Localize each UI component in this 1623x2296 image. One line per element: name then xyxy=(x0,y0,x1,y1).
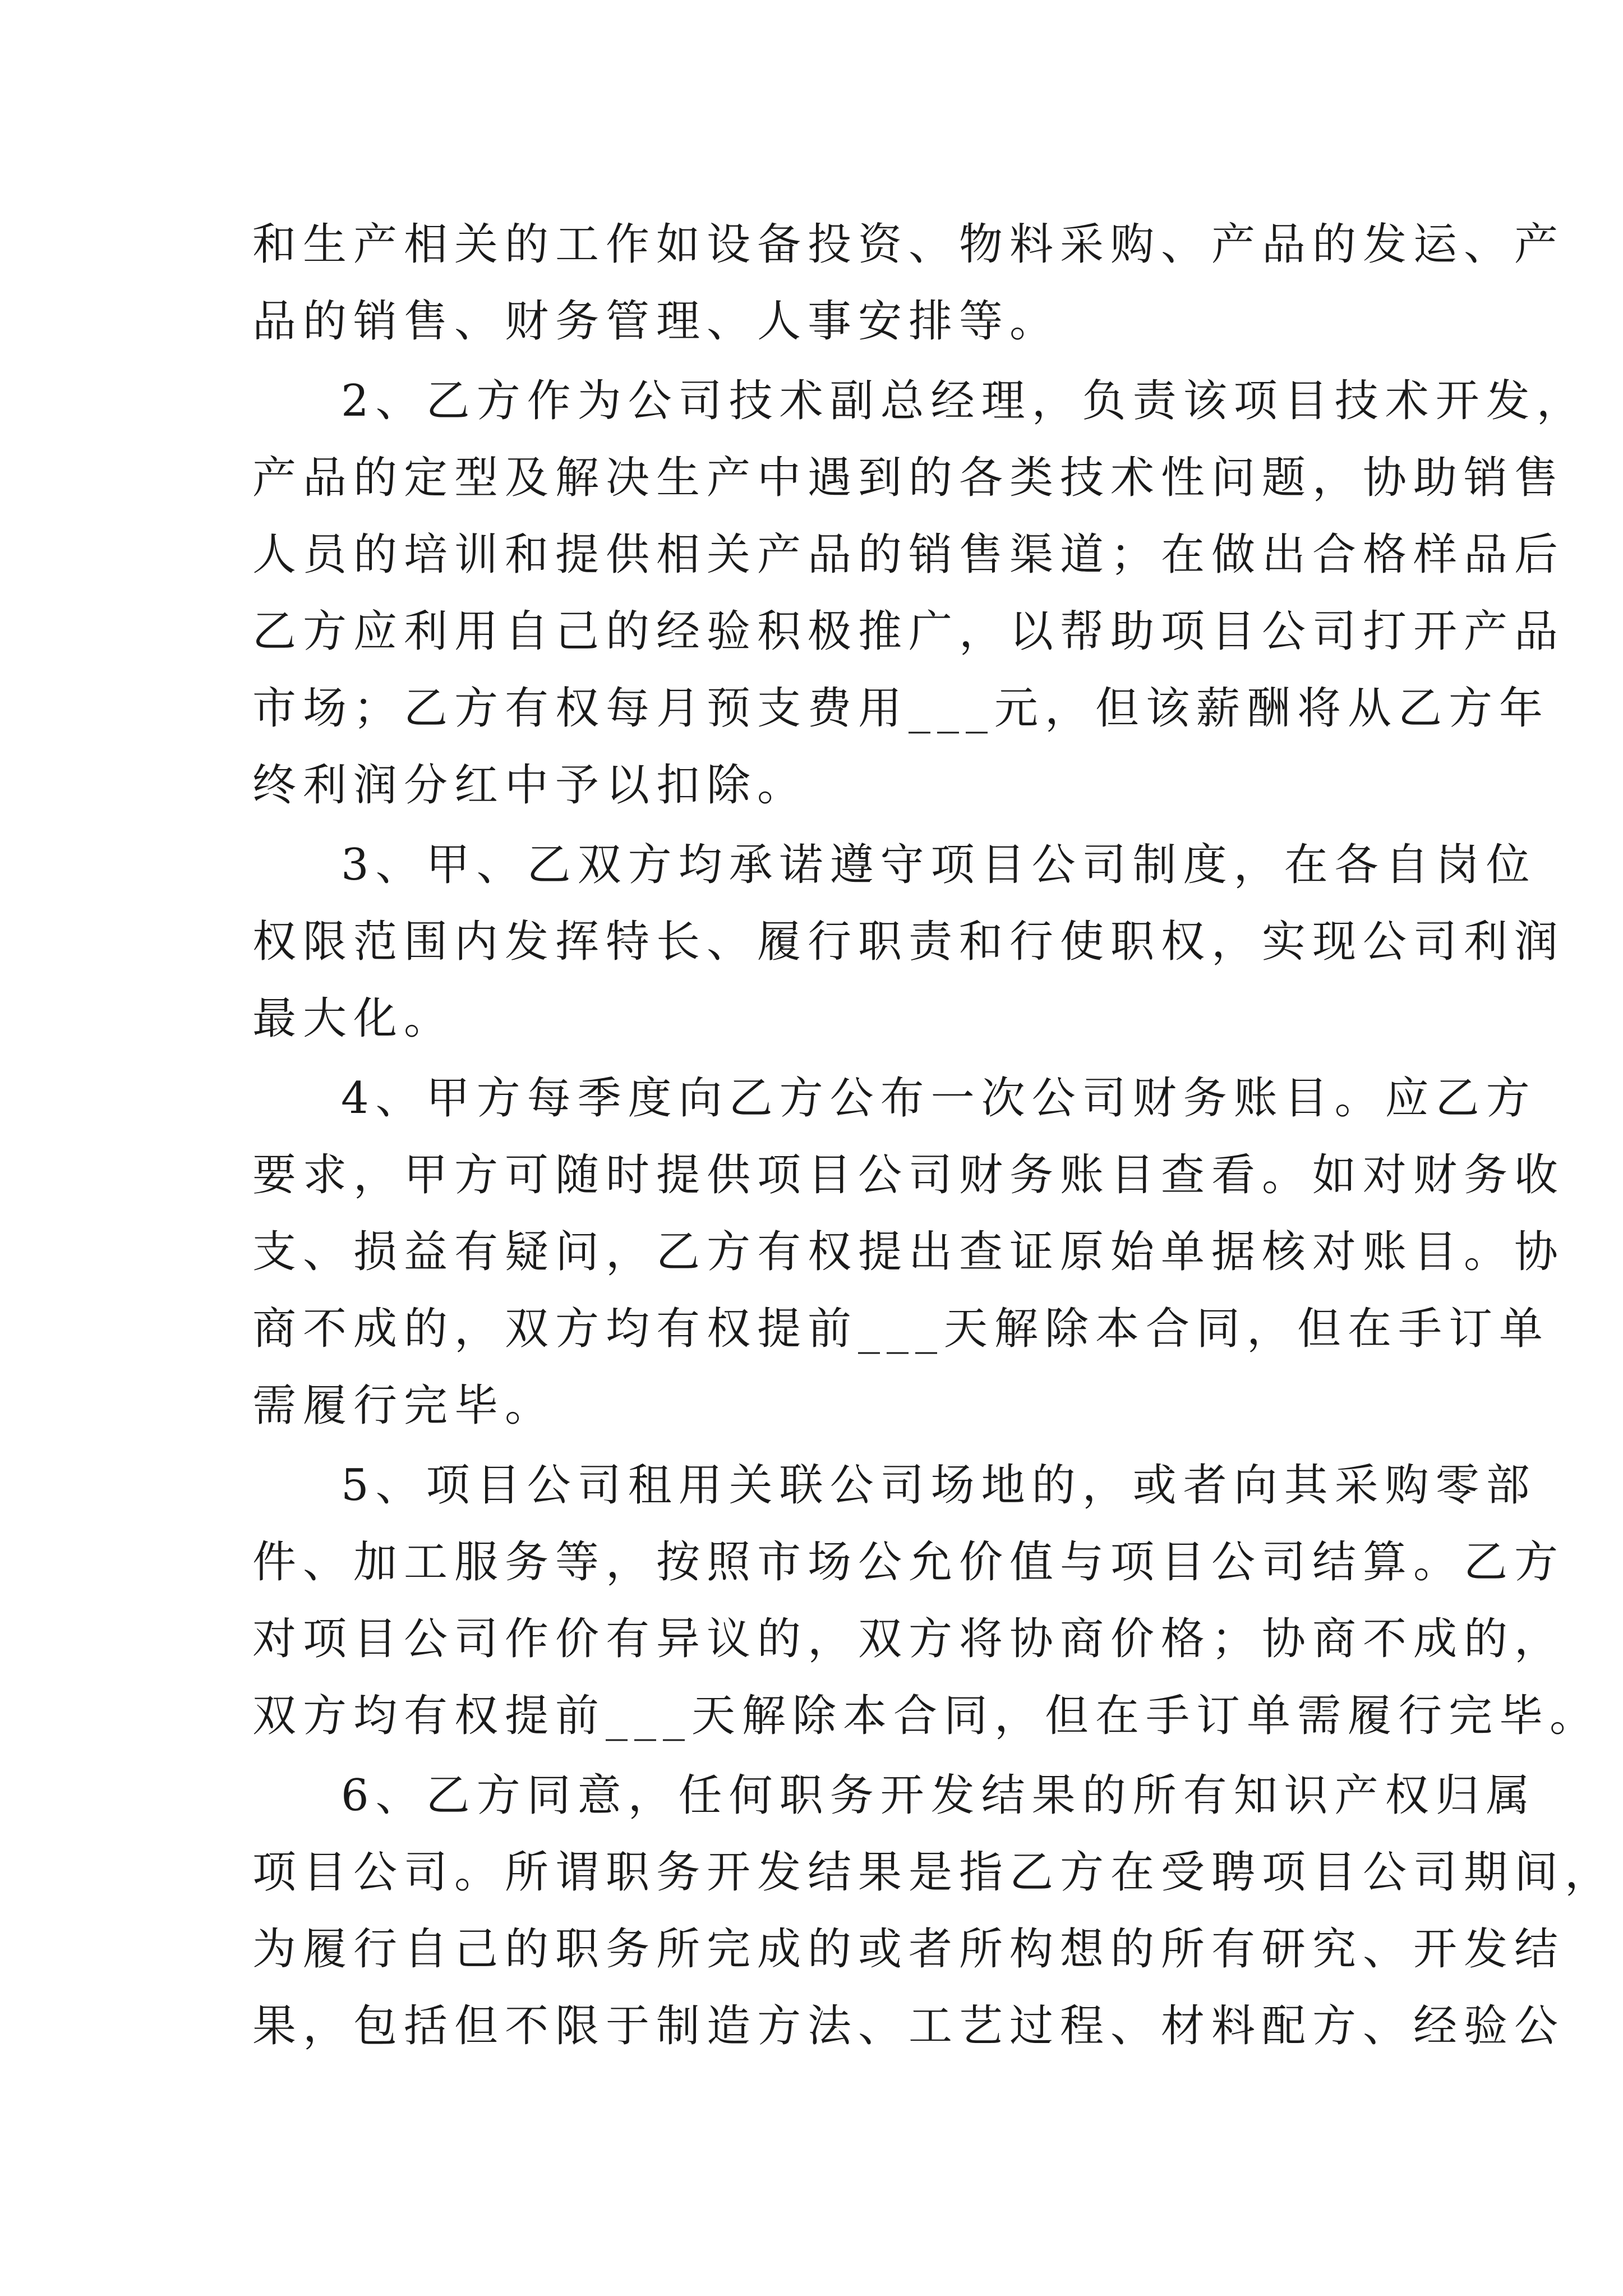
body-text-line: 要求，甲方可随时提供项目公司财务账目查看。如对财务收 xyxy=(252,1150,1565,1200)
clause-2-first-line: 2、乙方作为公司技术副总经理，负责该项目技术开发， xyxy=(341,376,1587,426)
body-text-line: 对项目公司作价有异议的，双方将协商价格；协商不成的， xyxy=(252,1614,1565,1664)
clause-3-first-line: 3、甲、乙双方均承诺遵守项目公司制度，在各自岗位 xyxy=(341,840,1537,890)
body-text-line: 商不成的，双方均有权提前___天解除本合同，但在手订单 xyxy=(252,1304,1550,1354)
clause-6-first-line: 6、乙方同意，任何职务开发结果的所有知识产权归属 xyxy=(341,1770,1537,1821)
body-text-line: 和生产相关的工作如设备投资、物料采购、产品的发运、产 xyxy=(252,219,1565,270)
body-text-line: 最大化。 xyxy=(252,993,455,1044)
clause-4-first-line: 4、甲方每季度向乙方公布一次公司财务账目。应乙方 xyxy=(341,1073,1537,1124)
clause-5-first-line: 5、项目公司租用关联公司场地的，或者向其采购零部 xyxy=(341,1460,1537,1511)
body-text-line: 市场；乙方有权每月预支费用___元，但该薪酬将从乙方年 xyxy=(252,683,1550,734)
body-text-line: 人员的培训和提供相关产品的销售渠道；在做出合格样品后 xyxy=(252,530,1565,580)
body-text-line: 产品的定型及解决生产中遇到的各类技术性问题，协助销售 xyxy=(252,453,1565,503)
body-text-line: 果，包括但不限于制造方法、工艺过程、材料配方、经验公 xyxy=(252,2001,1565,2051)
body-text-line: 品的销售、财务管理、人事安排等。 xyxy=(252,296,1061,347)
body-text-line: 项目公司。所谓职务开发结果是指乙方在受聘项目公司期间， xyxy=(252,1847,1616,1898)
body-text-line: 权限范围内发挥特长、履行职责和行使职权，实现公司利润 xyxy=(252,917,1565,967)
body-text-line: 件、加工服务等，按照市场公允价值与项目公司结算。乙方 xyxy=(252,1537,1565,1588)
body-text-line: 终利润分红中予以扣除。 xyxy=(252,760,808,811)
body-text-line: 支、损益有疑问，乙方有权提出查证原始单据核对账目。协 xyxy=(252,1227,1565,1277)
body-text-line: 为履行自己的职务所完成的或者所构想的所有研究、开发结 xyxy=(252,1924,1565,1975)
body-text-line: 双方均有权提前___天解除本合同，但在手订单需履行完毕。 xyxy=(252,1691,1601,1741)
body-text-line: 乙方应利用自己的经验积极推广，以帮助项目公司打开产品 xyxy=(252,606,1565,657)
body-text-line: 需履行完毕。 xyxy=(252,1381,556,1431)
